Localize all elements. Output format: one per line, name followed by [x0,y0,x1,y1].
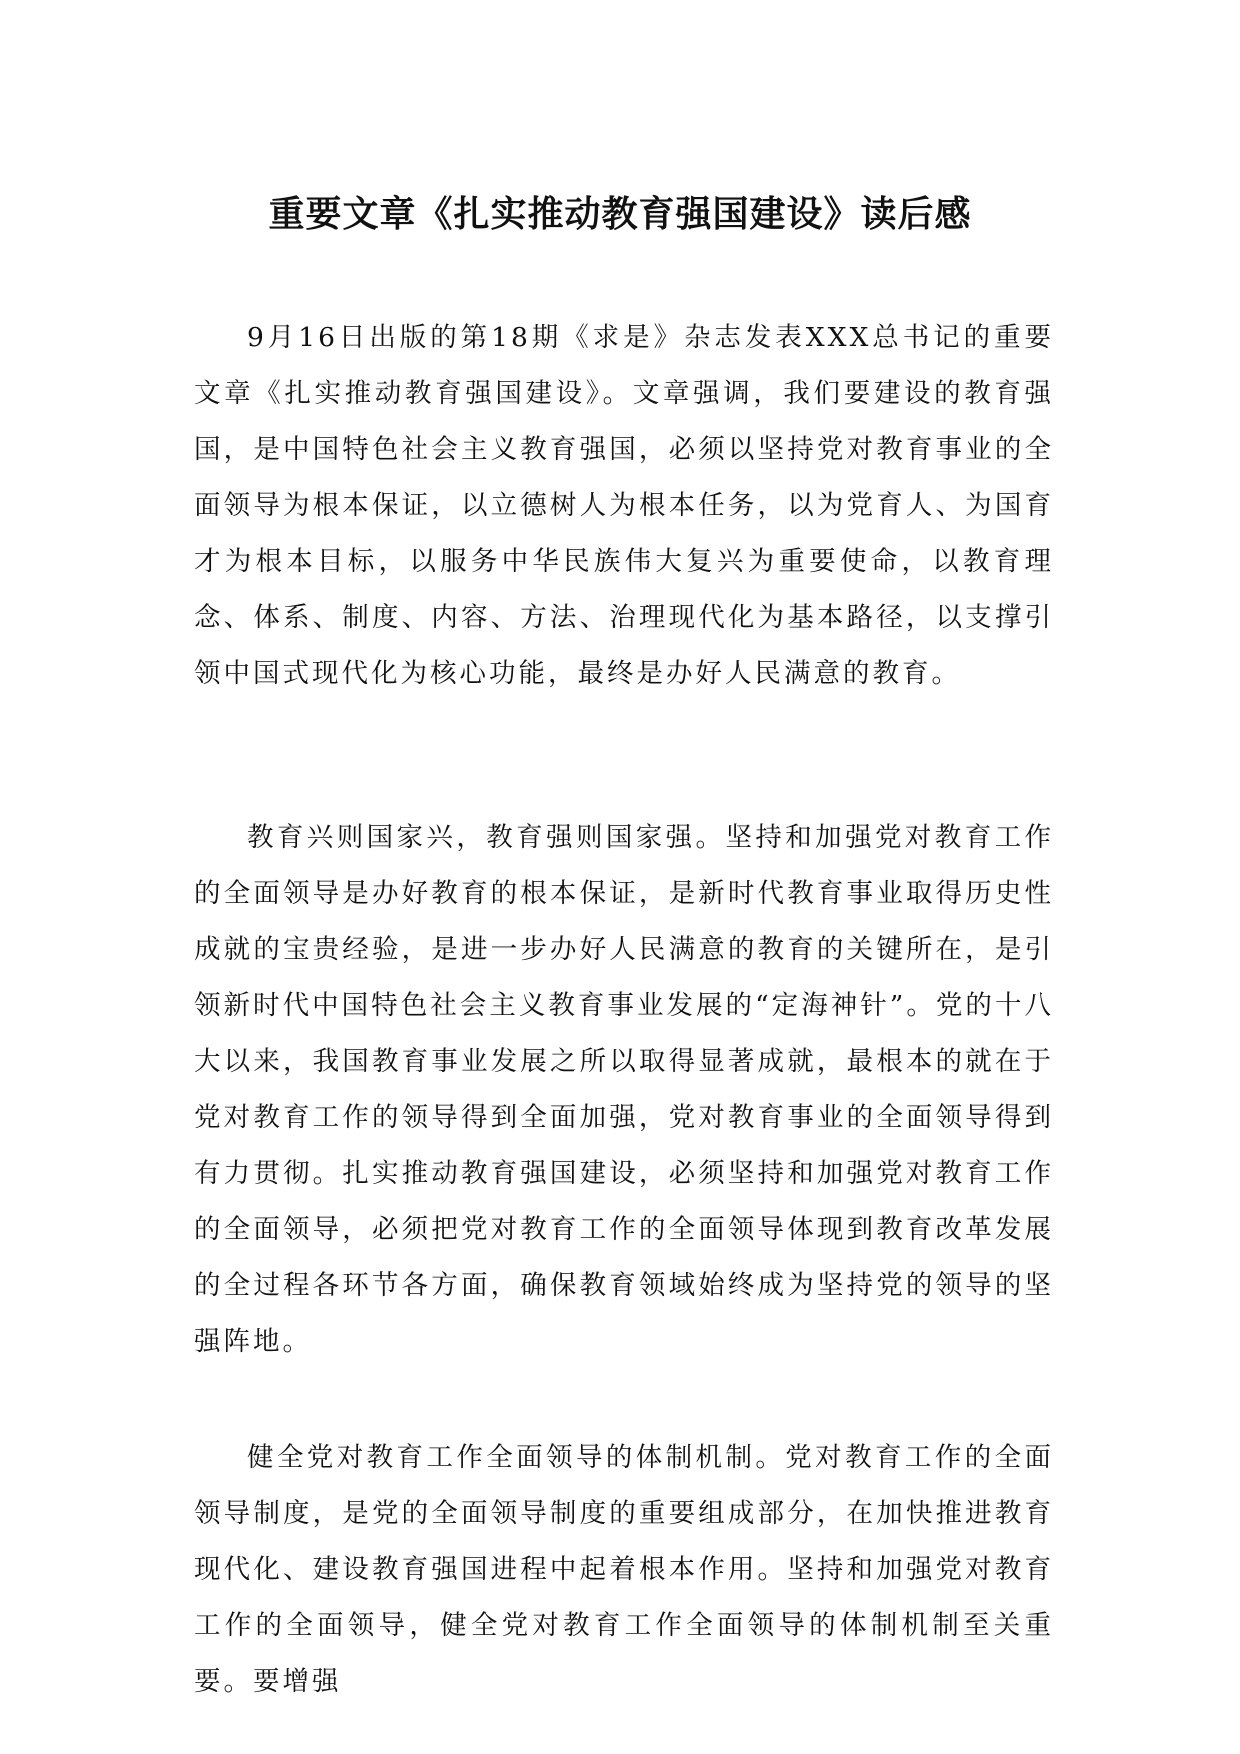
paragraph-2: 教育兴则国家兴，教育强则国家强。坚持和加强党对教育工作的全面领导是办好教育的根本保证，是新时代教育事业取得历史性成就的宝贵经验，是进一步办好人民满意的教育的关键所在，是引领新时代中国特色社会主义教育事业发展的“定海神针”。党的十八大以来，我国教育事业发展之所以取得显著成就，最根本的就在于党对教育工作的领导得到全面加强，党对教育事业的全面领导得到有力贯彻。扎实推动教育强国建设，必须坚持和加强党对教育工作的全面领导，必须把党对教育工作的全面领导体现到教育改革发展的全过程各环节各方面，确保教育领域始终成为坚持党的领导的坚强阵地。 [194,822,1054,1357]
paragraph-1: 9月16日出版的第18期《求是》杂志发表XXX总书记的重要文章《扎实推动教育强国建设》。文章强调，我们要建设的教育强国，是中国特色社会主义教育强国，必须以坚持党对教育事业的全面领导为根本保证，以立德树人为根本任务，以为党育人、为国育才为根本目标，以服务中华民族伟大复兴为重要使命，以教育理念、体系、制度、内容、方法、治理现代化为基本路径，以支撑引领中国式现代化为核心功能，最终是办好人民满意的教育。 [194,322,1054,689]
paragraph-3: 健全党对教育工作全面领导的体制机制。党对教育工作的全面领导制度，是党的全面领导制度的重要组成部分，在加快推进教育现代化、建设教育强国进程中起着根本作用。坚持和加强党对教育工作的全面领导，健全党对教育工作全面领导的体制机制至关重要。要增强 [194,1442,1054,1697]
document-title: 重要文章《扎实推动教育强国建设》读后感 [268,194,972,235]
